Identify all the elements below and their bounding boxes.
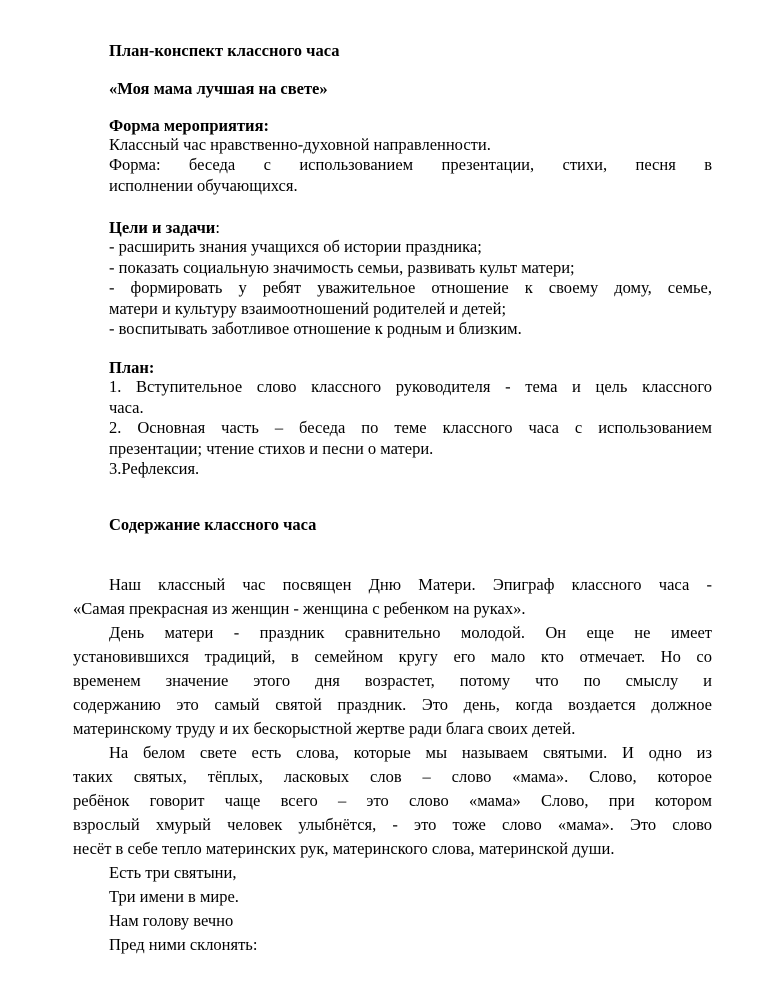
- form-line-2: [109, 155, 712, 196]
- goal-item: матери и культуру взаимоотношений родителей и детей;: [109, 298, 507, 318]
- content-heading: Содержание классного часа: [109, 515, 317, 534]
- paragraph-line: ребёнок говорит чаще всего – это слово «мама» Слово, при котором: [73, 791, 712, 810]
- paragraph-2: [73, 621, 712, 741]
- paragraph-1: [73, 573, 712, 621]
- lesson-topic: «Моя мама лучшая на свете»: [109, 79, 328, 98]
- paragraph-3: [73, 741, 712, 861]
- goal-item: - формировать у ребят уважительное отношение к своему дому, семье,: [109, 278, 712, 297]
- paragraph-line: Наш классный час посвящен Дню Матери. Эпиграф классного часа -: [109, 575, 712, 594]
- paragraph-line: взрослый хмурый человек улыбнётся, - это тоже слово «мама». Это слово: [73, 815, 712, 834]
- plan-heading: План:: [109, 358, 155, 377]
- goals-list: [109, 237, 712, 340]
- document-title: План-конспект классного часа: [109, 41, 340, 60]
- paragraph-line: таких святых, тёплых, ласковых слов – слово «мама». Слово, которое: [73, 767, 712, 786]
- poem: [109, 861, 509, 957]
- plan-line: часа.: [109, 397, 144, 417]
- plan-line: презентации; чтение стихов и песни о матери.: [109, 438, 434, 458]
- form-line-2a: Форма: беседа с использованием презентации, стихи, песня в: [109, 155, 712, 174]
- plan-line: 2. Основная часть – беседа по теме классного часа с использованием: [109, 418, 712, 437]
- poem-line: Пред ними склонять:: [109, 935, 258, 954]
- plan-line: 1. Вступительное слово классного руководителя - тема и цель классного: [109, 377, 712, 396]
- poem-line: Нам голову вечно: [109, 911, 234, 930]
- form-line-2b: исполнении обучающихся.: [109, 175, 298, 195]
- goal-item: - воспитывать заботливое отношение к родным и близким.: [109, 319, 522, 338]
- paragraph-line: «Самая прекрасная из женщин - женщина с ребенком на руках».: [73, 599, 526, 618]
- goals-heading: Цели и задачи: [109, 218, 216, 237]
- plan-line: 3.Рефлексия.: [109, 459, 200, 478]
- paragraph-line: На белом свете есть слова, которые мы называем святыми. И одно из: [109, 743, 712, 762]
- plan-list: [109, 377, 712, 480]
- paragraph-line: установившихся традиций, в семейном кругу его мало кто отмечает. Но со: [73, 647, 712, 666]
- poem-line: Есть три святыни,: [109, 863, 237, 882]
- paragraph-line: временем значение этого дня возрастет, потому что по смыслу и: [73, 671, 712, 690]
- paragraph-line: содержанию это самый святой праздник. Это день, когда воздается должное: [73, 695, 712, 714]
- goals-colon: :: [215, 218, 220, 237]
- paragraph-line: материнскому труду и их бескорыстной жертве ради блага своих детей.: [73, 719, 576, 738]
- poem-line: Три имени в мире.: [109, 887, 239, 906]
- form-heading: Форма мероприятия:: [109, 116, 269, 135]
- paragraph-line: День матери - праздник сравнительно молодой. Он еще не имеет: [109, 623, 712, 642]
- paragraph-line: несёт в себе тепло материнских рук, материнского слова, материнской души.: [73, 839, 615, 858]
- goal-item: - расширить знания учащихся об истории праздника;: [109, 237, 482, 256]
- goals-heading-wrap: [109, 218, 220, 238]
- goal-item: - показать социальную значимость семьи, развивать культ матери;: [109, 257, 575, 277]
- form-line-1: Классный час нравственно-духовной направленности.: [109, 135, 491, 154]
